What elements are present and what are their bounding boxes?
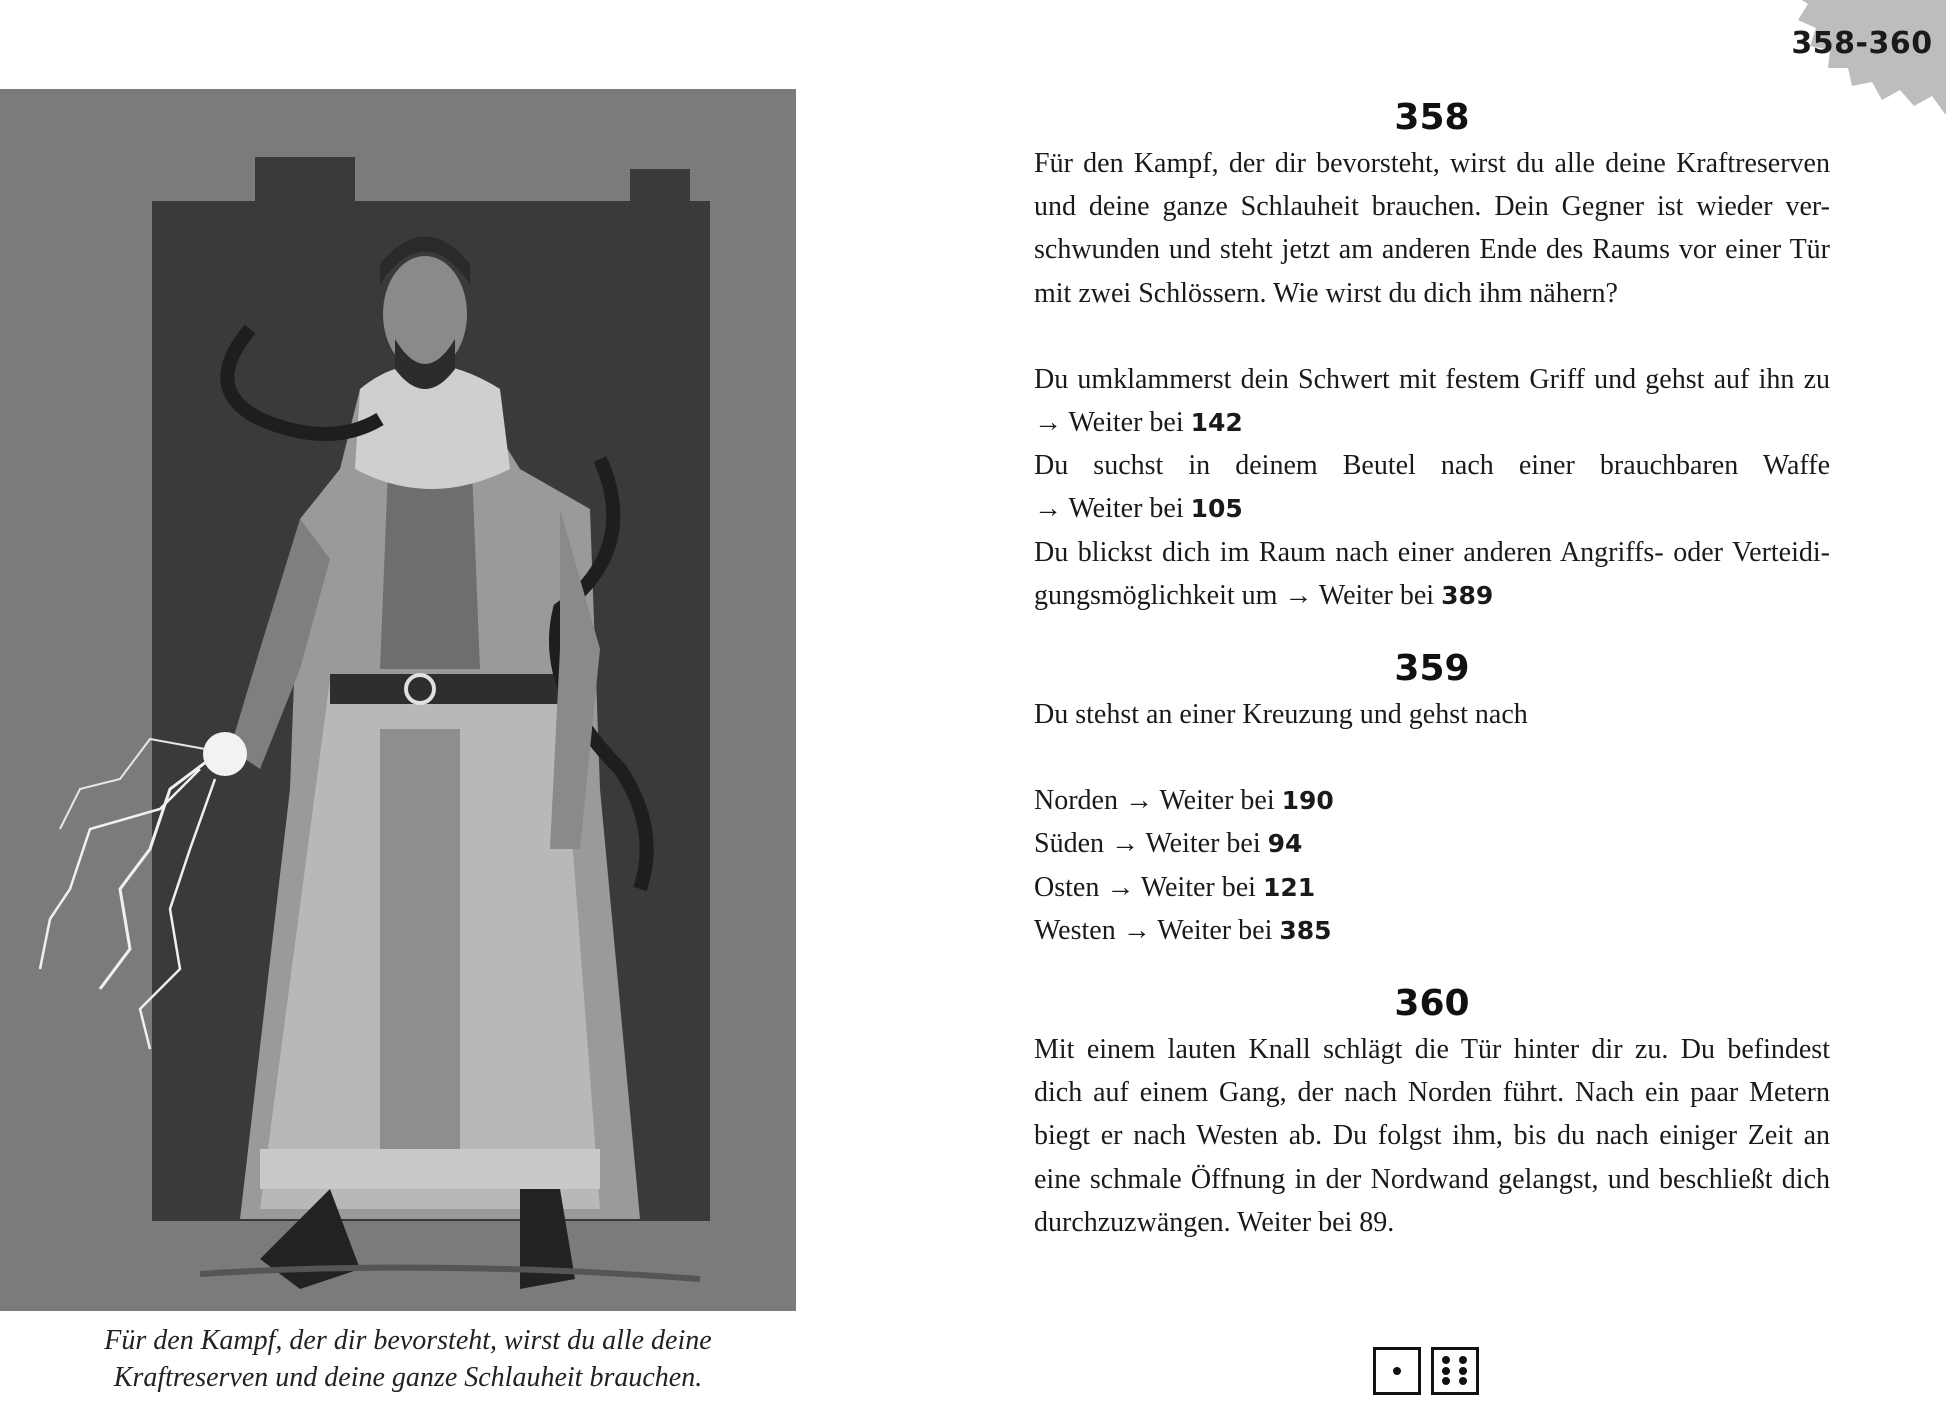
die-six-icon (1431, 1347, 1479, 1395)
choice-text: Du blickst dich im Raum nach einer anderen Angriffs- oder Verteidi- (1034, 536, 1830, 568)
choice-text: Süden → Weiter bei (1034, 828, 1261, 860)
section-ref: 105 (1190, 494, 1243, 524)
text-line: schwunden und steht jetzt am anderen Ende des Raums vor einer Tür (1034, 234, 1830, 266)
section-359-text (1034, 693, 1830, 952)
choice-continue: → Weiter bei (1034, 407, 1184, 439)
text-line: Du stehst an einer Kreuzung und gehst nach (1034, 699, 1528, 731)
choice-link[interactable] (1034, 909, 1830, 952)
character-illustration (0, 89, 796, 1311)
section-ref: 142 (1190, 408, 1243, 438)
choice-text: Du umklammerst dein Schwert mit festem Griff und gehst auf ihn zu (1034, 363, 1830, 395)
section-358-text (1034, 142, 1830, 617)
choice-text: Osten → Weiter bei (1034, 871, 1256, 903)
choice-text: Norden → Weiter bei (1034, 785, 1275, 817)
choice-link[interactable] (1034, 822, 1830, 865)
die-one-icon (1373, 1347, 1421, 1395)
text-line: dich auf einem Gang, der nach Norden führt. Nach ein paar Metern (1034, 1077, 1830, 1109)
choice-continue: → Weiter bei (1034, 493, 1184, 525)
section-number-360: 360 (1394, 983, 1470, 1025)
section-number-359: 359 (1394, 648, 1470, 690)
text-line: Mit einem lauten Knall schlägt die Tür hinter dir zu. Du befindest (1034, 1034, 1830, 1066)
choice-link[interactable] (1034, 779, 1830, 822)
illustration-caption (40, 1322, 776, 1396)
text-line: eine schmale Öffnung in der Nordwand gelangst, und beschließt dich (1034, 1163, 1830, 1195)
section-ref: 190 (1281, 786, 1334, 816)
text-line: durchzuzwängen. Weiter bei 89. (1034, 1206, 1395, 1238)
dice-icons (1373, 1347, 1479, 1395)
section-ref: 385 (1279, 915, 1332, 945)
caption-line: Für den Kampf, der dir bevorsteht, wirst du alle deine (104, 1325, 712, 1356)
text-line: Für den Kampf, der dir bevorsteht, wirst du alle deine Kraftreserven (1034, 148, 1830, 179)
choice-link[interactable] (1034, 401, 1830, 444)
text-column (1034, 96, 1830, 1244)
choice-text: Du suchst in deinem Beutel nach einer brauchbaren Waffe (1034, 450, 1830, 482)
section-ref: 94 (1267, 829, 1303, 859)
text-line: biegt er nach Westen ab. Du folgst ihm, bis du nach einiger Zeit an (1034, 1120, 1830, 1152)
choice-text: Westen → Weiter bei (1034, 914, 1273, 946)
section-number-358: 358 (1394, 97, 1470, 138)
section-ref: 121 (1262, 872, 1316, 902)
caption-line: Kraftreserven und deine ganze Schlauheit brauchen. (113, 1362, 703, 1393)
section-ref: 389 (1441, 580, 1494, 610)
choice-continue: gungsmöglichkeit um → Weiter bei (1034, 579, 1435, 611)
page-range-label: 358-360 (1791, 26, 1933, 61)
choice-link[interactable] (1034, 487, 1830, 530)
choice-link[interactable] (1034, 866, 1830, 909)
text-line: und deine ganze Schlauheit brauchen. Dein Gegner ist wieder ver- (1034, 191, 1830, 223)
section-360-text (1034, 1028, 1830, 1244)
text-line: mit zwei Schlössern. Wie wirst du dich ihm nähern? (1034, 277, 1618, 309)
choice-link[interactable] (1034, 574, 1830, 617)
